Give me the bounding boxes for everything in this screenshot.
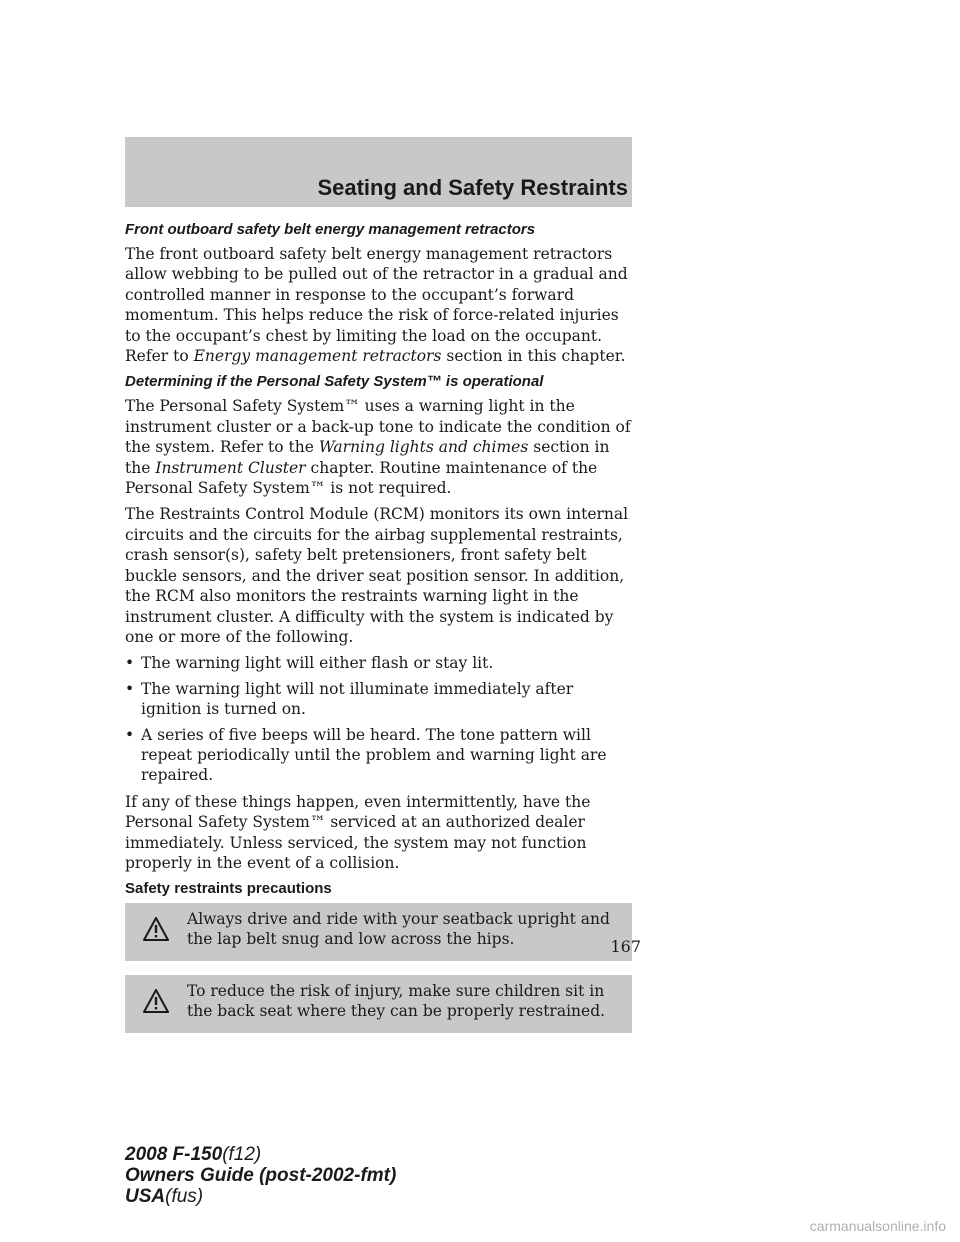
warning-text: To reduce the risk of injury, make sure children sit in the back seat where they can be properly restrained. xyxy=(187,982,606,1021)
operational-paragraph-1 xyxy=(125,396,635,498)
list-item xyxy=(125,653,635,673)
footer-market-code: (fus) xyxy=(165,1186,204,1207)
retractors-paragraph xyxy=(125,244,635,366)
bullet-dot: • xyxy=(125,654,135,673)
footer-model: 2008 F-150 xyxy=(125,1144,223,1165)
warning-triangle-icon xyxy=(143,917,169,941)
list-item xyxy=(125,679,635,720)
operational-p1-ref-instrument-cluster: Instrument Cluster xyxy=(155,458,306,477)
footer-market: USA xyxy=(125,1186,166,1207)
footer-line-market xyxy=(125,1186,396,1207)
chapter-header-band xyxy=(125,137,632,207)
operational-paragraph-2: The Restraints Control Module (RCM) monitors its own internal circuits and the circuits for the airbag supplemental restraints, crash sensor(s), safety belt pretensioners, front safety belt buckle sensors, and the driver seat position sensor. In addition, the RCM also monitors the restraints warning light in the instrument cluster. A difficulty with the system is indicated by one or more of the following. xyxy=(125,505,629,646)
operational-p1-b: section in the xyxy=(125,438,610,477)
watermark: carmanualsonline.info xyxy=(809,1218,946,1234)
operational-p1-c: chapter. Routine maintenance of the Personal Safety System™ is not required. xyxy=(125,458,598,498)
bullet-dot: • xyxy=(125,725,135,744)
retractors-tail: section in this chapter. xyxy=(446,347,626,366)
warning-triangle-icon xyxy=(143,989,169,1013)
document-footer xyxy=(125,1144,396,1207)
operational-paragraph-3: If any of these things happen, even intermittently, have the Personal Safety System™ serviced at an authorized dealer immediately. Unless serviced, the system may not function properly in the event of a collision. xyxy=(125,792,591,872)
page-content xyxy=(125,220,635,1047)
footer-line-guide: Owners Guide (post-2002-fmt) xyxy=(125,1165,397,1186)
list-item-text: A series of five beeps will be heard. The tone pattern will repeat periodically until the problem and warning light are repaired. xyxy=(141,725,607,785)
operational-p1-ref-warning-lights: Warning lights and chimes xyxy=(318,438,529,457)
retractors-body: The front outboard safety belt energy management retractors allow webbing to be pulled out of the retractor in a gradual and controlled manner in response to the occupant’s forward momentum. This helps reduce the risk of force-related injuries to the occupant’s chest by limiting the load on the occupant. Refer to xyxy=(125,245,628,366)
list-item-text: The warning light will not illuminate immediately after ignition is turned on. xyxy=(141,679,574,719)
warning-box xyxy=(125,903,632,961)
list-item xyxy=(125,725,635,786)
precautions-heading: Safety restraints precautions xyxy=(125,880,332,898)
warning-text: Always drive and ride with your seatback upright and the lap belt snug and low across the hips. xyxy=(187,910,610,949)
warning-box xyxy=(125,975,632,1033)
footer-line-model xyxy=(125,1144,396,1165)
list-item-text: The warning light will either flash or stay lit. xyxy=(141,654,494,673)
footer-model-code: (f12) xyxy=(222,1144,262,1165)
chapter-title: Seating and Safety Restraints xyxy=(317,175,628,200)
retractors-heading: Front outboard safety belt energy management retractors xyxy=(125,221,536,238)
operational-heading: Determining if the Personal Safety System™ is operational xyxy=(125,373,544,391)
operational-p1-a: The Personal Safety System™ uses a warning light in the instrument cluster or a back-up tone to indicate the condition of the system. Refer to the xyxy=(125,397,631,457)
retractors-reference: Energy management retractors xyxy=(193,347,442,366)
bullet-dot: • xyxy=(125,679,135,698)
page-number: 167 xyxy=(610,937,641,956)
symptom-list xyxy=(125,653,635,785)
